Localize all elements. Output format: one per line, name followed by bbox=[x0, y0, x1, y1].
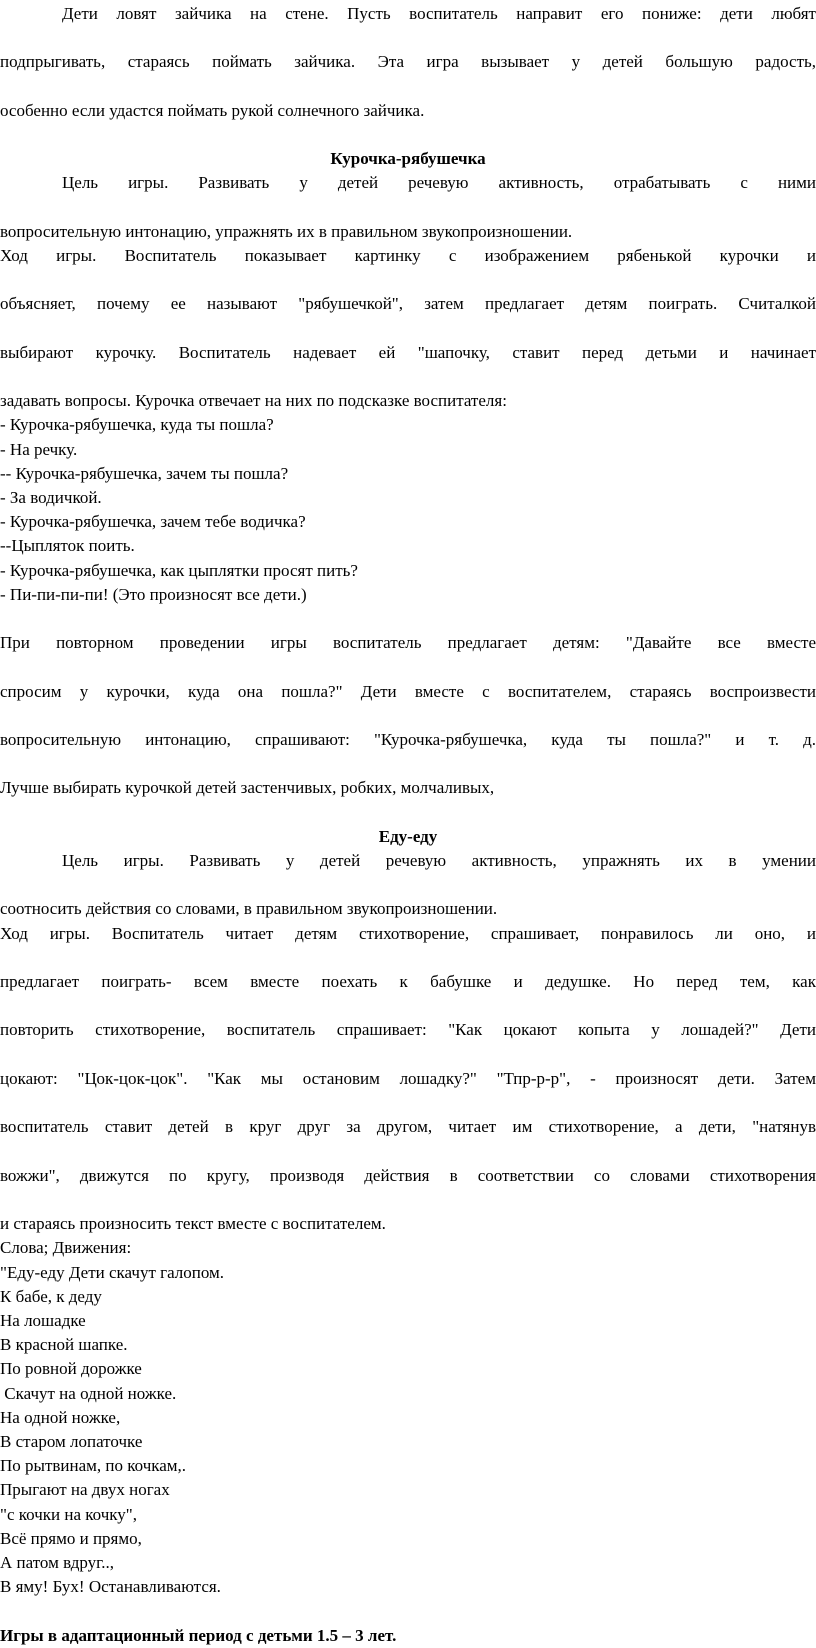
poem-line: "Еду-еду Дети скачут галопом. bbox=[0, 1262, 225, 1282]
game1-title: Курочка-рябушечка bbox=[330, 149, 486, 169]
intro-line-1: Дети ловят зайчика на стене. Пусть воспитатель направит его пониже: дети любят bbox=[62, 4, 816, 23]
game2-course-line-3: повторить стихотворение, воспитатель спрашивает: "Как цокают копыта у лошадей?" Дети bbox=[0, 1020, 816, 1040]
poem-line: "с кочки на кочку", bbox=[0, 1504, 137, 1524]
poem-line: По ровной дорожке bbox=[0, 1359, 142, 1379]
words-movements-header: Слова; Движения: bbox=[0, 1238, 132, 1258]
game2-title: Еду-еду bbox=[378, 826, 438, 846]
game1-course-line-2: объясняет, почему ее называют "рябушечкой", затем предлагает детям поиграть. Считалкой bbox=[0, 294, 816, 314]
blank-line bbox=[0, 607, 816, 631]
dialogue-line: - Курочка-рябушечка, зачем тебе водичка? bbox=[0, 512, 306, 532]
document-page bbox=[0, 2, 816, 1648]
dialogue-line: - Курочка-рябушечка, как цыплятки просят пить? bbox=[0, 560, 358, 580]
game1-repeat-line-3: вопросительную интонацию, спрашивают: "Курочка-рябушечка, куда ты пошла?" и т. д. bbox=[0, 730, 816, 750]
poem-line: На одной ножке, bbox=[0, 1407, 121, 1427]
game2-course-line-5: воспитатель ставит детей в круг друг за другом, читает им стихотворение, а дети, "натянув bbox=[0, 1117, 816, 1137]
game2-course-line-6: вожжи", движутся по кругу, производя действия в соответствии со словами стихотворения bbox=[0, 1165, 816, 1185]
section-title-adaptation-games: Игры в адаптационный период с детьми 1.5 – 3 лет. bbox=[0, 1625, 397, 1645]
dialogue-line: - Пи-пи-пи-пи! (Это произносят все дети.) bbox=[0, 584, 307, 604]
dialogue-line: - На речку. bbox=[0, 439, 78, 459]
poem-line: По рытвинам, по кочкам,. bbox=[0, 1456, 187, 1476]
game2-course-line-7: и стараясь произносить текст вместе с воспитателем. bbox=[0, 1214, 386, 1234]
poem-line: К бабе, к деду bbox=[0, 1286, 102, 1306]
intro-line-3: особенно если удастся поймать рукой солнечного зайчика. bbox=[0, 100, 425, 120]
game1-course-line-3: выбирают курочку. Воспитатель надевает ей "шапочку, ставит перед детьми и начинает bbox=[0, 342, 816, 362]
dialogue-line: - Курочка-рябушечка, куда ты пошла? bbox=[0, 415, 274, 435]
game1-course-line-4: задавать вопросы. Курочка отвечает на них по подсказке воспитателя: bbox=[0, 391, 507, 411]
game1-course-line-1: Ход игры. Воспитатель показывает картинку с изображением рябенькой курочки и bbox=[0, 246, 816, 266]
blank-line bbox=[0, 801, 816, 825]
poem-line: А патом вдруг.., bbox=[0, 1552, 114, 1572]
poem-line: Прыгают на двух ногах bbox=[0, 1480, 170, 1500]
poem-line: Скачут на одной ножке. bbox=[0, 1383, 177, 1403]
game2-goal-line-1: Цель игры. Развивать у детей речевую активность, упражнять их в умении bbox=[62, 851, 816, 871]
dialogue-line: - За водичкой. bbox=[0, 488, 102, 508]
game1-repeat-line-1: При повторном проведении игры воспитатель предлагает детям: "Давайте все вместе bbox=[0, 633, 816, 653]
blank-line bbox=[0, 123, 816, 147]
game1-repeat-line-2: спросим у курочки, куда она пошла?" Дети вместе с воспитателем, стараясь воспроизвести bbox=[0, 681, 816, 701]
game2-course-line-2: предлагает поиграть- всем вместе поехать к бабушке и дедушке. Но перед тем, как bbox=[0, 972, 816, 992]
blank-line bbox=[0, 1599, 816, 1623]
game2-goal-line-2: соотносить действия со словами, в правильном звукопроизношении. bbox=[0, 899, 498, 919]
poem-line: Всё прямо и прямо, bbox=[0, 1528, 142, 1548]
game1-goal-line-1: Цель игры. Развивать у детей речевую активность, отрабатывать с ними bbox=[62, 173, 816, 193]
game2-course-line-1: Ход игры. Воспитатель читает детям стихотворение, спрашивает, понравилось ли оно, и bbox=[0, 923, 816, 943]
dialogue-line: -- Курочка-рябушечка, зачем ты пошла? bbox=[0, 463, 289, 483]
poem-line: В красной шапке. bbox=[0, 1335, 128, 1355]
poem-line: В яму! Бух! Останавливаются. bbox=[0, 1577, 221, 1597]
intro-line-2: подпрыгивать, стараясь поймать зайчика. Эта игра вызывает у детей большую радость, bbox=[0, 52, 816, 72]
poem-line: На лошадке bbox=[0, 1310, 86, 1330]
poem-line: В старом лопаточке bbox=[0, 1431, 143, 1451]
dialogue-line: --Цыпляток поить. bbox=[0, 536, 135, 556]
game2-course-line-4: цокают: "Цок-цок-цок". "Как мы остановим лошадку?" "Тпр-р-р", - произносят дети. Затем bbox=[0, 1068, 816, 1088]
game1-goal-line-2: вопросительную интонацию, упражнять их в правильном звукопроизношении. bbox=[0, 221, 573, 241]
game1-repeat-line-4: Лучше выбирать курочкой детей застенчивых, робких, молчаливых, bbox=[0, 778, 495, 798]
